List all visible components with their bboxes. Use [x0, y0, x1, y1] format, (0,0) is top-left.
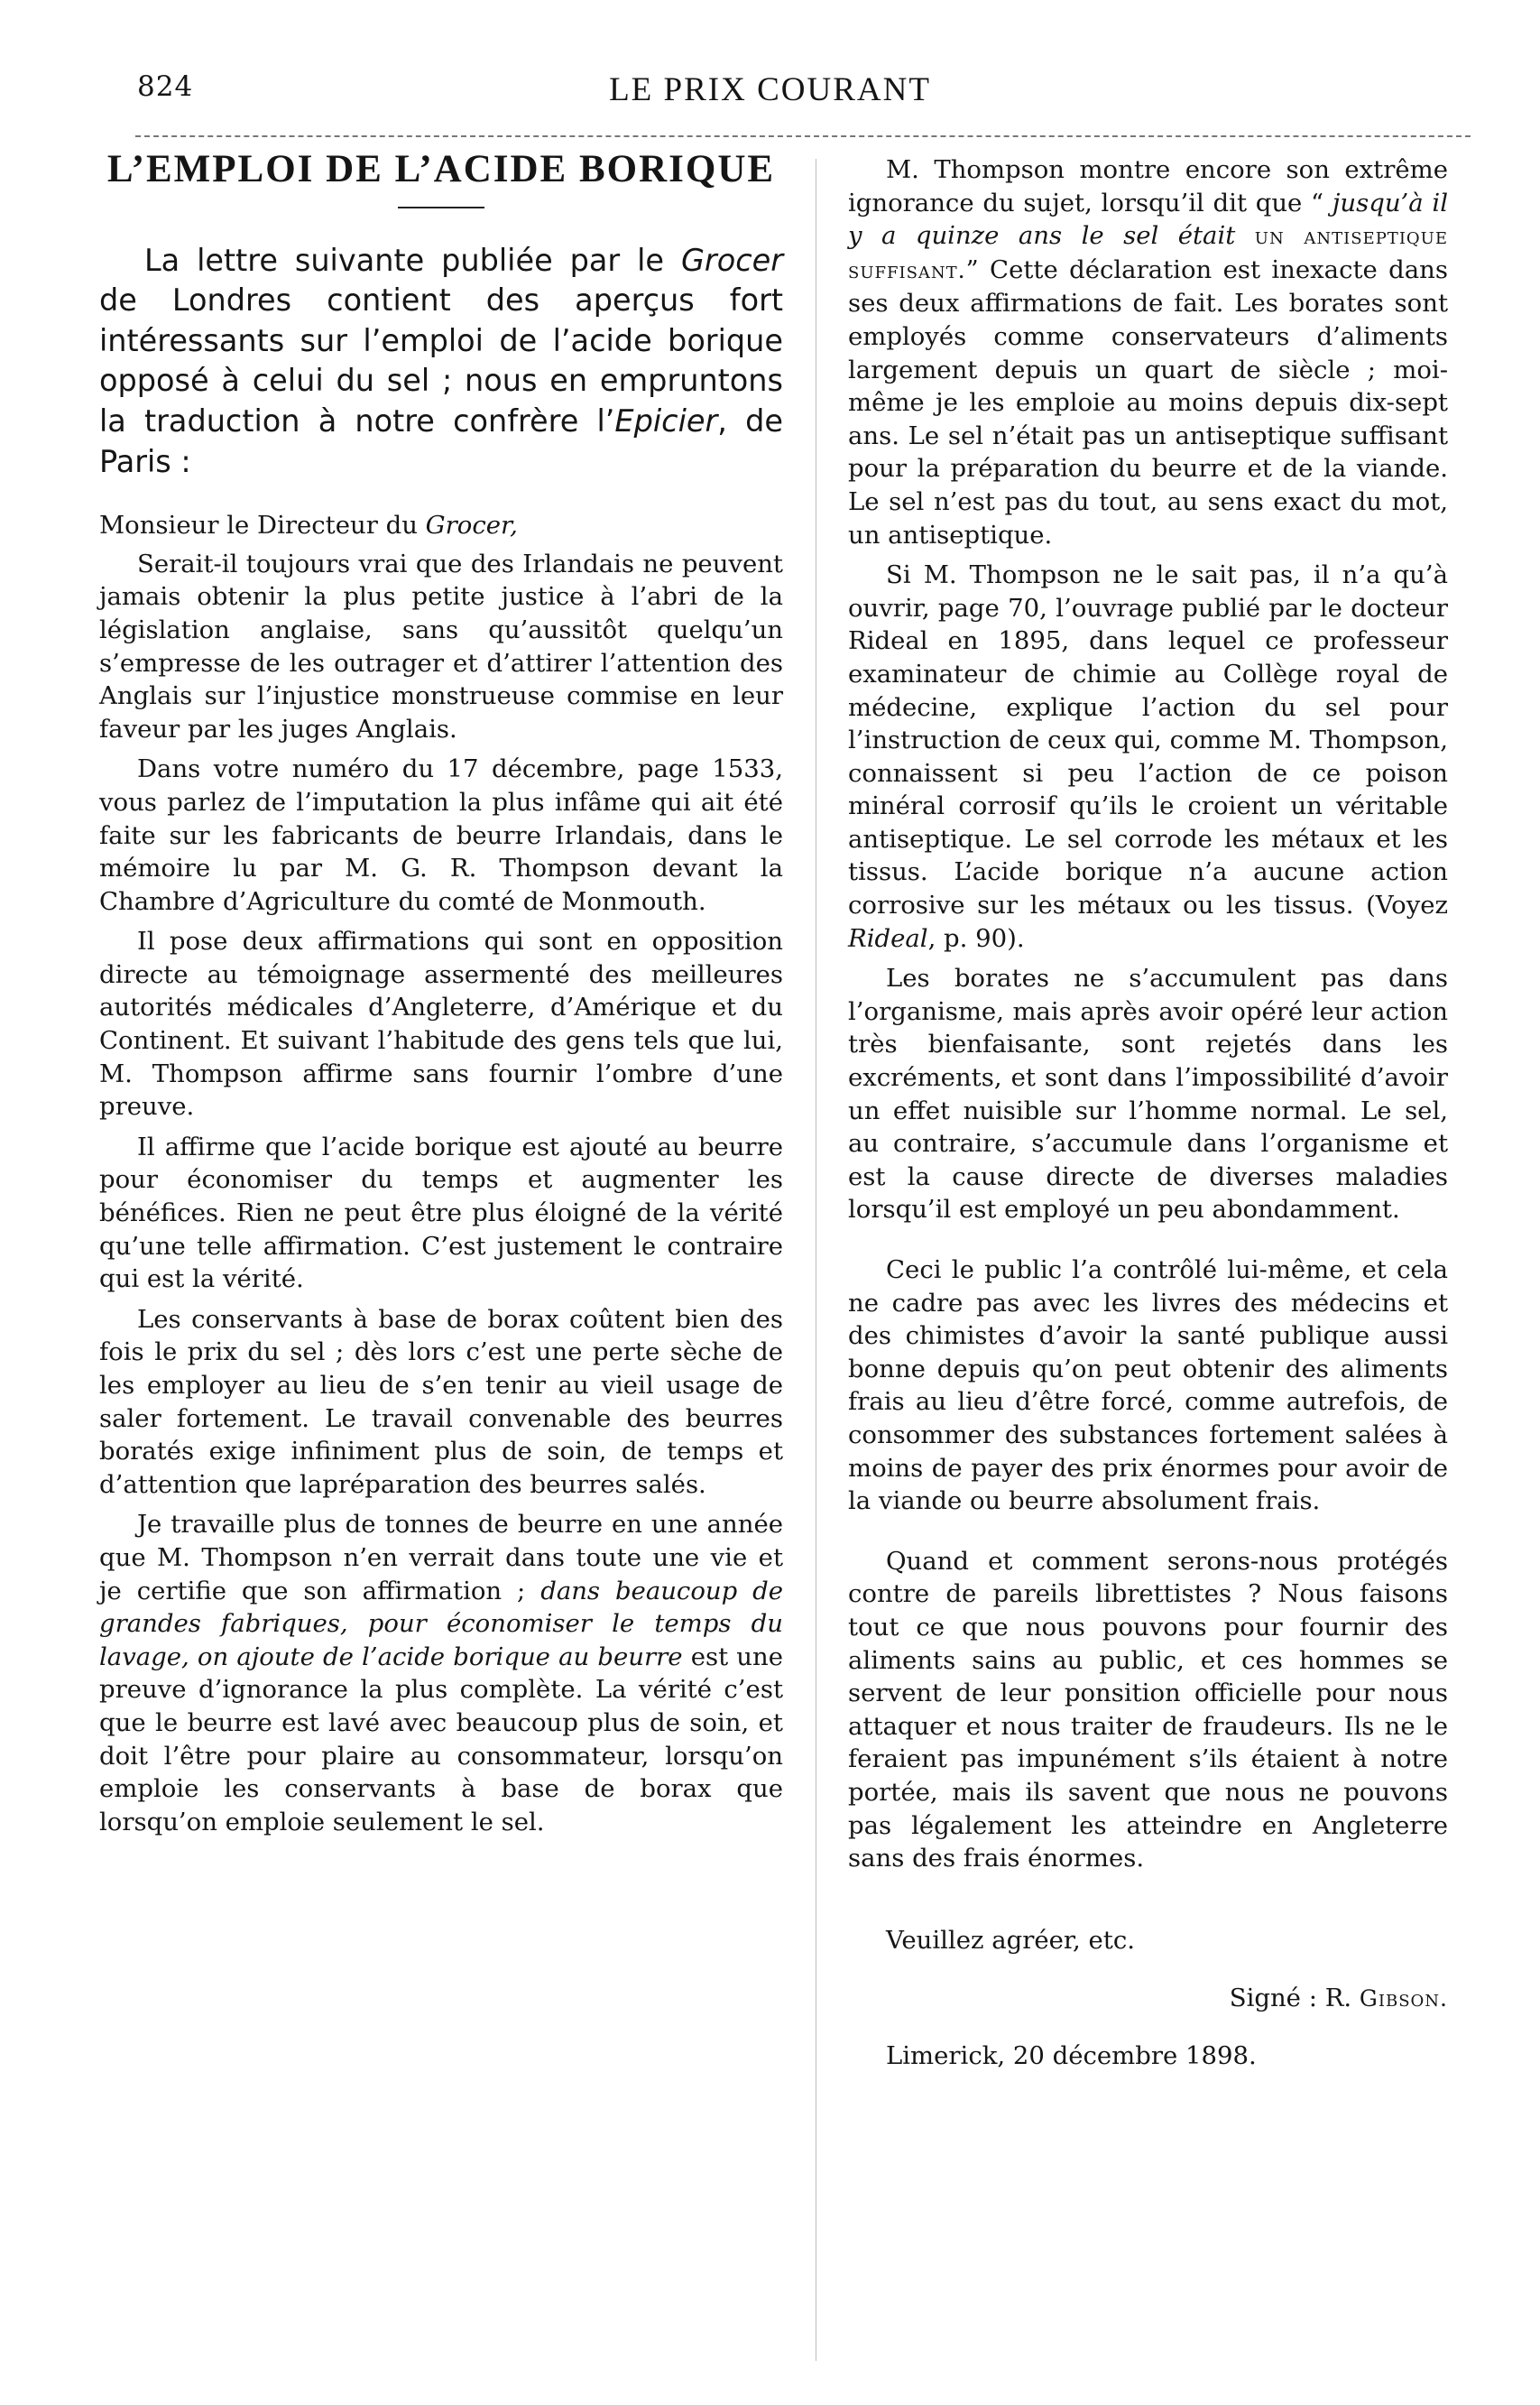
text-run: Si M. Thompson ne le sait pas, il n’a qu’à ouvrir, page 70, l’ouvrage publié par le docteur Rideal en 1895, dans lequel ce professeur examinateur de chimie au Collège royal de médecine, explique l’action du sel pour l’instruction de ceux qui, comme M. Thompson, connaissent si peu l’action de ce poison minéral corrosif qu’ils le croient un véritable antiseptique. Le sel corrode les métaux et les tissus. L’acide borique n’a aucune action corrosive sur les métaux ou les tissus. (Voyez — [848, 560, 1448, 920]
text-run: un antiseptique suffisant. — [848, 223, 1448, 283]
letter-paragraph-11 — [848, 1545, 1448, 1875]
letter-paragraph-7 — [848, 153, 1448, 551]
title-rule — [398, 207, 484, 208]
text-run: Grocer — [680, 242, 783, 278]
letter-signature — [848, 1982, 1448, 2016]
text-run: Les borates ne s’accumulent pas dans l’organisme, mais après avoir opéré leur action très bienfaisante, sont rejetés dans les excréments, et sont dans l’impossibilité d’avoir un effet nuisible sur l’homme normal. Le sel, au contraire, s’accumule dans l’organisme et est la cause directe de diverses maladies lorsqu’il est employé un peu abondamment. — [848, 964, 1448, 1225]
text-run: jusqu’à il y a quinze ans le sel était — [848, 188, 1448, 251]
letter-paragraph-5 — [99, 1303, 783, 1502]
header-rule — [135, 135, 1471, 137]
text-run: Les conservants à base de borax coûtent bien des fois le prix du sel ; dès lors c’est une perte sèche de les employer au lieu de s’en tenir au vieil usage de saler fortement. Le travail convenable des beurres boratés exige infiniment plus de soin, de temps et d’attention que lapréparation des beurres salés. — [99, 1304, 783, 1499]
letter-paragraph-4 — [99, 1131, 783, 1296]
letter-paragraph-10 — [848, 1253, 1448, 1518]
page-number: 824 — [137, 70, 194, 103]
text-run: Il affirme que l’acide borique est ajouté au beurre pour économiser du temps et augmenter les bénéfices. Rien ne peut être plus éloigné de la vérité qu’une telle affirmation. C’est justement le contraire qui est la vérité. — [99, 1132, 783, 1294]
journal-title: LE PRIX COURANT — [609, 71, 931, 108]
letter-paragraph-2 — [99, 753, 783, 918]
text-run: M. Thompson montre encore son extrême ignorance du sujet, lorsqu’il dit que “ — [848, 155, 1448, 217]
right-column — [848, 153, 1448, 2072]
letter-closing: Veuillez agréer, etc. — [886, 1925, 1135, 1955]
text-run: dans beaucoup de grandes fabriques, pour économiser le temps du lavage, on ajoute de l’acide borique au beurre — [99, 1576, 783, 1671]
text-run: de Londres contient des aperçus fort intéressants sur l’emploi de l’acide borique opposé à celui du sel ; nous en empruntons la traduction à notre confrère l’ — [99, 282, 783, 439]
intro-paragraph — [99, 241, 783, 483]
text-run: Je travaille plus de tonnes de beurre en une année que M. Thompson n’en verrait dans toute une vie et je certifie que son affirmation ; — [99, 1510, 783, 1605]
text-run: Ceci le public l’a contrôlé lui-même, et cela ne cadre pas avec les livres des médecins et des chimistes d’avoir la santé publique aussi bonne depuis qu’on peut obtenir des aliments frais au lieu d’être forcé, comme autrefois, de consommer des substances fortement salées à moins de payer des prix énormes pour avoir de la viande ou beurre absolument frais. — [848, 1255, 1448, 1516]
letter-paragraph-9 — [848, 962, 1448, 1226]
signature-name: Gibson. — [1359, 1985, 1448, 2012]
text-run — [1235, 221, 1254, 250]
letter-salutation — [99, 509, 783, 542]
letter-paragraph-6 — [99, 1508, 783, 1838]
text-run: Monsieur le Directeur du — [99, 511, 426, 541]
text-run: est une preuve d’ignorance la plus complète. La vérité c’est que le beurre est lavé avec beaucoup plus de soin, et doit l’être pour plaire au consommateur, lorsqu’on emploie les conservants à base de borax que lorsqu’on emploie seulement le sel. — [99, 1642, 783, 1836]
text-run: Grocer, — [425, 511, 518, 541]
text-run: Rideal — [848, 923, 928, 953]
left-column — [99, 148, 783, 1845]
letter-paragraph-1 — [99, 548, 783, 746]
letter-paragraph-3 — [99, 925, 783, 1124]
text-run: Dans votre numéro du 17 décembre, page 1533, vous parlez de l’imputation la plus infâme qui ait été faite sur les fabricants de beurre Irlandais, dans le mémoire lu par M. G. R. Thompson devant la Chambre d’Agriculture du comté de Monmouth. — [99, 754, 783, 916]
text-run: Il pose deux affirmations qui sont en opposition directe au témoignage assermenté des meilleures autorités médicales d’Angleterre, d’Amérique et du Continent. Et suivant l’habitude des gens tels que lui, M. Thompson affirme sans fournir l’ombre d’une preuve. — [99, 927, 783, 1122]
letter-place-date: Limerick, 20 décembre 1898. — [886, 2040, 1257, 2070]
text-run: Epicier — [614, 402, 718, 439]
text-run: Quand et comment serons-nous protégés contre de pareils librettistes ? Nous faisons tout ce que nous pouvons pour fournir des aliments sains au public, et ces hommes se servent de leur ponsition officielle pour nous attaquer et nous traiter de fraudeurs. Ils ne le feraient pas impunément s’ils étaient à notre portée, mais ils savent que nous ne pouvons pas légalement les atteindre en Angleterre sans des frais énormes. — [848, 1546, 1448, 1873]
text-run: , p. 90). — [927, 923, 1025, 953]
text-run: , de Paris : — [99, 402, 783, 479]
letter-paragraph-8 — [848, 559, 1448, 955]
text-run: ” Cette déclaration est inexacte dans ses deux affirmations de fait. Les borates sont employés comme conservateurs d’aliments largement depuis un quart de siècle ; moi-même je les emploie au moins depuis dix-sept ans. Le sel n’était pas un antiseptique suffisant pour la préparation du beurre et de la viande. Le sel n’est pas du tout, au sens exact du mot, un antiseptique. — [848, 254, 1448, 550]
text-run: La lettre suivante publiée par le — [144, 242, 681, 278]
signature-prefix: Signé : R. — [1229, 1984, 1360, 2013]
article-title: L’EMPLOI DE L’ACIDE BORIQUE — [106, 148, 776, 190]
text-run: Serait-il toujours vrai que des Irlandais ne peuvent jamais obtenir la plus petite justice à l’abri de la législation anglaise, sans qu’aussitôt quelqu’un s’empresse de les outrager et d’attirer l’attention des Anglais sur l’injustice monstrueuse commise en leur faveur par les juges Anglais. — [99, 549, 783, 744]
